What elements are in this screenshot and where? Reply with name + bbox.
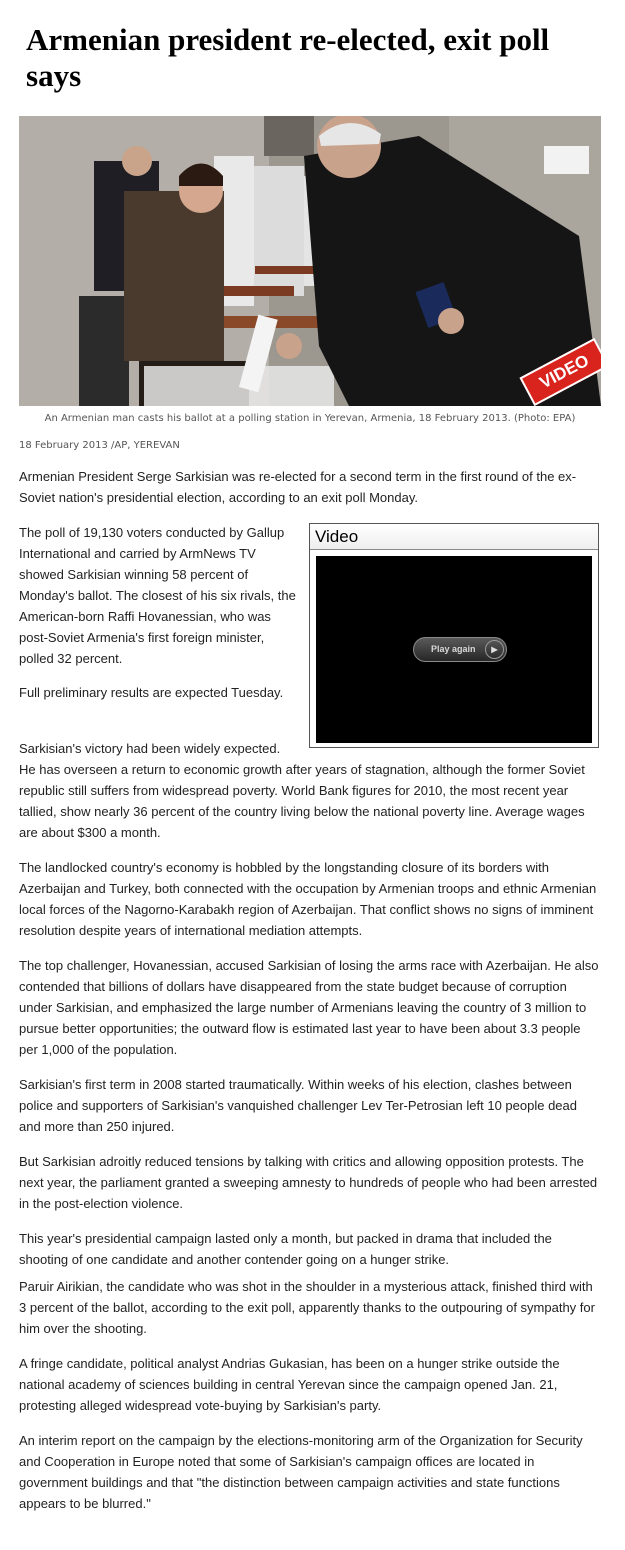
- paragraph-4: Sarkisian's victory had been widely expected.: [19, 741, 281, 756]
- play-again-button[interactable]: [413, 637, 507, 662]
- photo-caption: An Armenian man casts his ballot at a polling station in Yerevan, Armenia, 18 February 2013. (Photo: EPA): [44, 413, 576, 424]
- play-icon: ▶: [485, 640, 504, 659]
- article-dateline: 18 February 2013 /AP, YEREVAN: [19, 440, 180, 451]
- paragraph-7: The top challenger, Hovanessian, accused Sarkisian of losing the arms race with Azerbaijan. He also contended that billions of dollars have disappeared from the state budget because of corruption under Sarkisian, and emphasized the large number of Armenians leaving the country of 3 million to pursue better opportunities; the outward flow is estimated last year to have been about 3.3 people per 1,000 of the population.: [19, 958, 599, 1057]
- paragraph-10: This year's presidential campaign lasted only a month, but packed in drama that included the shooting of one candidate and another contender going on a hunger strike.: [19, 1231, 552, 1267]
- polling-station-image: [19, 116, 601, 406]
- paragraph-1: Armenian President Serge Sarkisian was re-elected for a second term in the first round of the ex-Soviet nation's presidential election, according to an exit poll Monday.: [19, 469, 577, 505]
- paragraph-2: The poll of 19,130 voters conducted by Gallup International and carried by ArmNews TV showed Sarkisian winning 58 percent of Monday's ballot. The closest of his six rivals, the American-born Raffi Hovanessian, who was post-Soviet Armenia's first foreign minister, polled 32 percent.: [19, 525, 296, 666]
- paragraph-6: The landlocked country's economy is hobbled by the longstanding closure of its borders with Azerbaijan and Turkey, both connected with the occupation by Armenian troops and ethnic Armenian local forces of the Nagorno-Karabakh region of Azerbaijan. That conflict shows no signs of imminent resolution despite years of international mediation attempts.: [19, 860, 597, 938]
- paragraph-13: An interim report on the campaign by the elections-monitoring arm of the Organization for Security and Cooperation in Europe noted that some of Sarkisian's campaign offices are located in government buildings and that "the distinction between campaign activities and state functions appears to be blurred.": [19, 1433, 583, 1511]
- paragraph-9: But Sarkisian adroitly reduced tensions by talking with critics and allowing opposition protests. The next year, the parliament granted a sweeping amnesty to hundreds of people who had been arrested in the post-election violence.: [19, 1154, 598, 1211]
- paragraph-12: A fringe candidate, political analyst Andrias Gukasian, has been on a hunger strike outside the national academy of sciences building in central Yerevan since the campaign opened Jan. 21, protesting alleged widespread vote-buying by Sarkisian's party.: [19, 1356, 560, 1413]
- video-widget-title: Video: [310, 524, 598, 550]
- video-player[interactable]: [316, 556, 592, 743]
- paragraph-8: Sarkisian's first term in 2008 started traumatically. Within weeks of his election, clashes between police and supporters of Sarkisian's vanquished challenger Lev Ter-Petrosian left 10 people dead and more than 250 injured.: [19, 1077, 577, 1134]
- article-photo[interactable]: [19, 116, 601, 406]
- play-again-label: Play again: [431, 644, 476, 654]
- paragraph-11: Paruir Airikian, the candidate who was shot in the shoulder in a mysterious attack, finished third with 3 percent of the ballot, according to the exit poll, apparently thanks to the outpouring of sympathy for him over the shooting.: [19, 1279, 595, 1336]
- paragraph-3: Full preliminary results are expected Tuesday.: [19, 685, 284, 700]
- video-badge[interactable]: VIDEO: [520, 338, 601, 406]
- article-headline: Armenian president re-elected, exit poll says: [26, 22, 550, 93]
- paragraph-5: He has overseen a return to economic growth after years of stagnation, although the former Soviet republic still suffers from widespread poverty. World Bank figures for 2010, the most recent year tallied, show nearly 36 percent of the country living below the national poverty line. Average wages are about $300 a month.: [19, 762, 585, 840]
- video-widget: [309, 523, 599, 748]
